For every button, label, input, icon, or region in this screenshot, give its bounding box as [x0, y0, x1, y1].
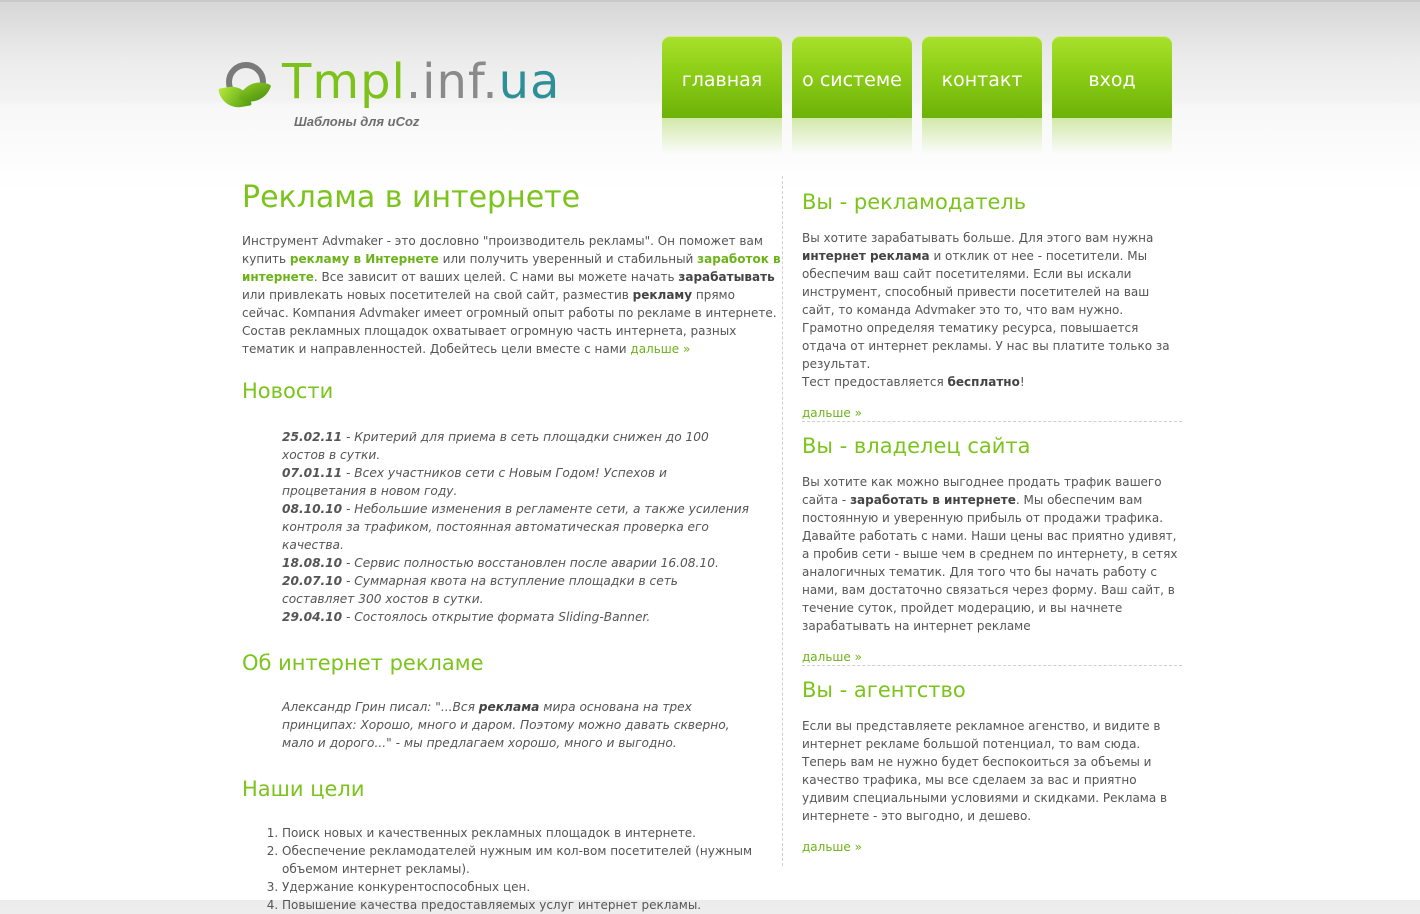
logo-text-part: Tmpl	[282, 54, 406, 110]
list-item: 3. Удержание конкурентоспособных цен.	[282, 878, 782, 896]
news-date: 25.02.11	[282, 430, 343, 444]
news-item	[282, 608, 752, 626]
site-owner-text	[802, 473, 1182, 635]
list-item: 4. Повышение качества предоставляемых услуг интернет рекламы.	[282, 896, 782, 914]
news-date: 18.08.10	[282, 556, 343, 570]
about-heading: Об интернет рекламе	[242, 651, 484, 675]
advertiser-text-part: !	[1019, 375, 1025, 389]
advertising-link[interactable]: рекламу в Интернете	[289, 252, 439, 266]
advertiser-text	[802, 229, 1182, 391]
advertiser-bold: интернет реклама	[802, 249, 930, 263]
intro-text: прямо сейчас. Компания Advmaker имеет огромный опыт работы по рекламе в интернете. Состав рекламных площадок охватывает огромную часть интернета, разных тематик и направленностей. Добейтесь цели вместе с нами	[242, 288, 777, 356]
news-date: 08.10.10	[282, 502, 343, 516]
news-item	[282, 428, 752, 464]
quote-bold: реклама	[478, 700, 540, 714]
nav-item-about[interactable]: о системе	[792, 36, 912, 118]
nav-item-contact[interactable]: контакт	[922, 36, 1042, 118]
advertiser-bold: бесплатно	[947, 375, 1020, 389]
nav-item-login[interactable]: вход	[1052, 36, 1172, 118]
page-title: Реклама в интернете	[242, 180, 581, 215]
agency-block	[802, 674, 1182, 856]
news-heading: Новости	[242, 379, 334, 403]
main-content	[242, 176, 782, 914]
quote-text: мира основана на трех принципах: Хорошо, много и даром. Поэтому можно давать скверно, мало и дорого..." - мы предлагаем хорошо, много и выгодно.	[282, 700, 730, 750]
news-text: - Критерий для приема в сеть площадки снижен до 100 хостов в сутки.	[282, 430, 709, 462]
logo-text-part: ua	[498, 54, 561, 110]
news-date: 20.07.10	[282, 574, 343, 588]
agency-text: Если вы представляете рекламное агенство, и видите в интернет рекламе большой потенциал, то вам сюда. Теперь вам не нужно будет беспокоиться за объемы и качество трафика, мы все сделаем за вас и приятно удивим специальными условиями и скидками. Реклама в интернете - это выгодно, и дешево.	[802, 719, 1168, 823]
earnings-link[interactable]: заработок в интернете	[242, 252, 781, 284]
site-owner-text-part: . Мы обеспечим вам постоянную и уверенную прибыль от продажи трафика. Давайте работать с нами. Наши цены вас приятно удивят, а пробив сети - выше чем в среднем по интернету, в сетях аналогичных тематик. Для того что бы начать работу с нами, вам достаточно связаться через форму. Ваш сайт, в течение суток, пройдет модерацию, и вы начнете зарабатывать на интернет рекламе	[802, 493, 1178, 633]
logo-tagline: Шаблоны для uCoz	[294, 114, 420, 129]
advertiser-heading: Вы - рекламодатель	[802, 190, 1027, 214]
column-divider	[782, 176, 783, 866]
site-logo[interactable]	[218, 56, 588, 136]
advertiser-text-part: и отклик от нее - посетители. Мы обеспечим ваш сайт посетителями. Если вы искали инструмент, способный привести посетителей на ваш сайт, то команда Advmaker это то, что вам нужно. Грамотно определяя тематику ресурса, повышается отдача от интернет рекламы. У нас вы платите только за результат.	[802, 249, 1170, 371]
agency-heading: Вы - агентство	[802, 678, 966, 702]
nav-reflection	[792, 118, 912, 154]
site-owner-block	[802, 430, 1182, 666]
intro-text: или привлекать новых посетителей на свой сайт, разместив	[242, 288, 633, 302]
news-item	[282, 572, 752, 608]
intro-bold: рекламу	[632, 288, 693, 302]
intro-text: или получить уверенный и стабильный	[438, 252, 698, 266]
intro-paragraph	[242, 232, 782, 358]
goals-heading: Наши цели	[242, 777, 365, 801]
quote-block	[282, 698, 732, 752]
site-owner-text-part: Вы хотите как можно выгоднее продать трафик вашего сайта -	[802, 475, 1162, 507]
advertiser-text-part: Вы хотите зарабатывать больше. Для этого вам нужна	[802, 231, 1154, 245]
news-date: 07.01.11	[282, 466, 343, 480]
advertiser-text-part: Тест предоставляется	[802, 375, 948, 389]
more-link[interactable]: дальше »	[802, 650, 862, 664]
intro-bold: зарабатывать	[678, 270, 775, 284]
nav-reflection	[1052, 118, 1172, 154]
news-text: - Всех участников сети с Новым Годом! Успехов и процветания в новом году.	[282, 466, 667, 498]
header-top-line	[0, 0, 1420, 2]
news-item	[282, 500, 752, 554]
quote-text: Александр Грин писал: "...Вся	[282, 700, 479, 714]
news-text: - Состоялось открытие формата Sliding-Banner.	[342, 610, 651, 624]
nav-reflection	[922, 118, 1042, 154]
news-text: - Сервис полностью восстановлен после аварии 16.08.10.	[342, 556, 719, 570]
intro-text: Инструмент Advmaker - это дословно "производитель рекламы". Он поможет вам купить	[242, 234, 763, 266]
news-text: - Небольшие изменения в регламенте сети, а также усиления контроля за трафиком, постоянная автоматическая проверка его качества.	[282, 502, 750, 552]
news-item	[282, 464, 752, 500]
more-link[interactable]: дальше »	[802, 406, 862, 420]
site-owner-bold: заработать в интернете	[850, 493, 1016, 507]
section-separator	[802, 665, 1182, 666]
news-text: - Суммарная квота на вступление площадки в сеть составляет 300 хостов в сутки.	[282, 574, 678, 606]
logo-text-part: .inf.	[405, 54, 499, 110]
nav-item-home[interactable]: главная	[662, 36, 782, 118]
advertiser-block	[802, 186, 1182, 422]
nav-reflection	[662, 118, 782, 154]
logo-text	[282, 52, 560, 112]
site-owner-heading: Вы - владелец сайта	[802, 434, 1031, 458]
list-item: 1. Поиск новых и качественных рекламных площадок в интернете.	[282, 824, 782, 842]
more-link[interactable]: дальше »	[802, 840, 862, 854]
news-date: 29.04.10	[282, 610, 343, 624]
more-link[interactable]: дальше »	[630, 342, 691, 356]
section-separator	[802, 421, 1182, 422]
intro-text: . Все зависит от ваших целей. С нами вы можете начать	[313, 270, 679, 284]
news-item	[282, 554, 752, 572]
news-list	[282, 428, 752, 626]
list-item: 2. Обеспечение рекламодателей нужным им кол-вом посетителей (нужным объемом интернет рекламы).	[282, 842, 782, 878]
goals-list	[242, 824, 782, 914]
